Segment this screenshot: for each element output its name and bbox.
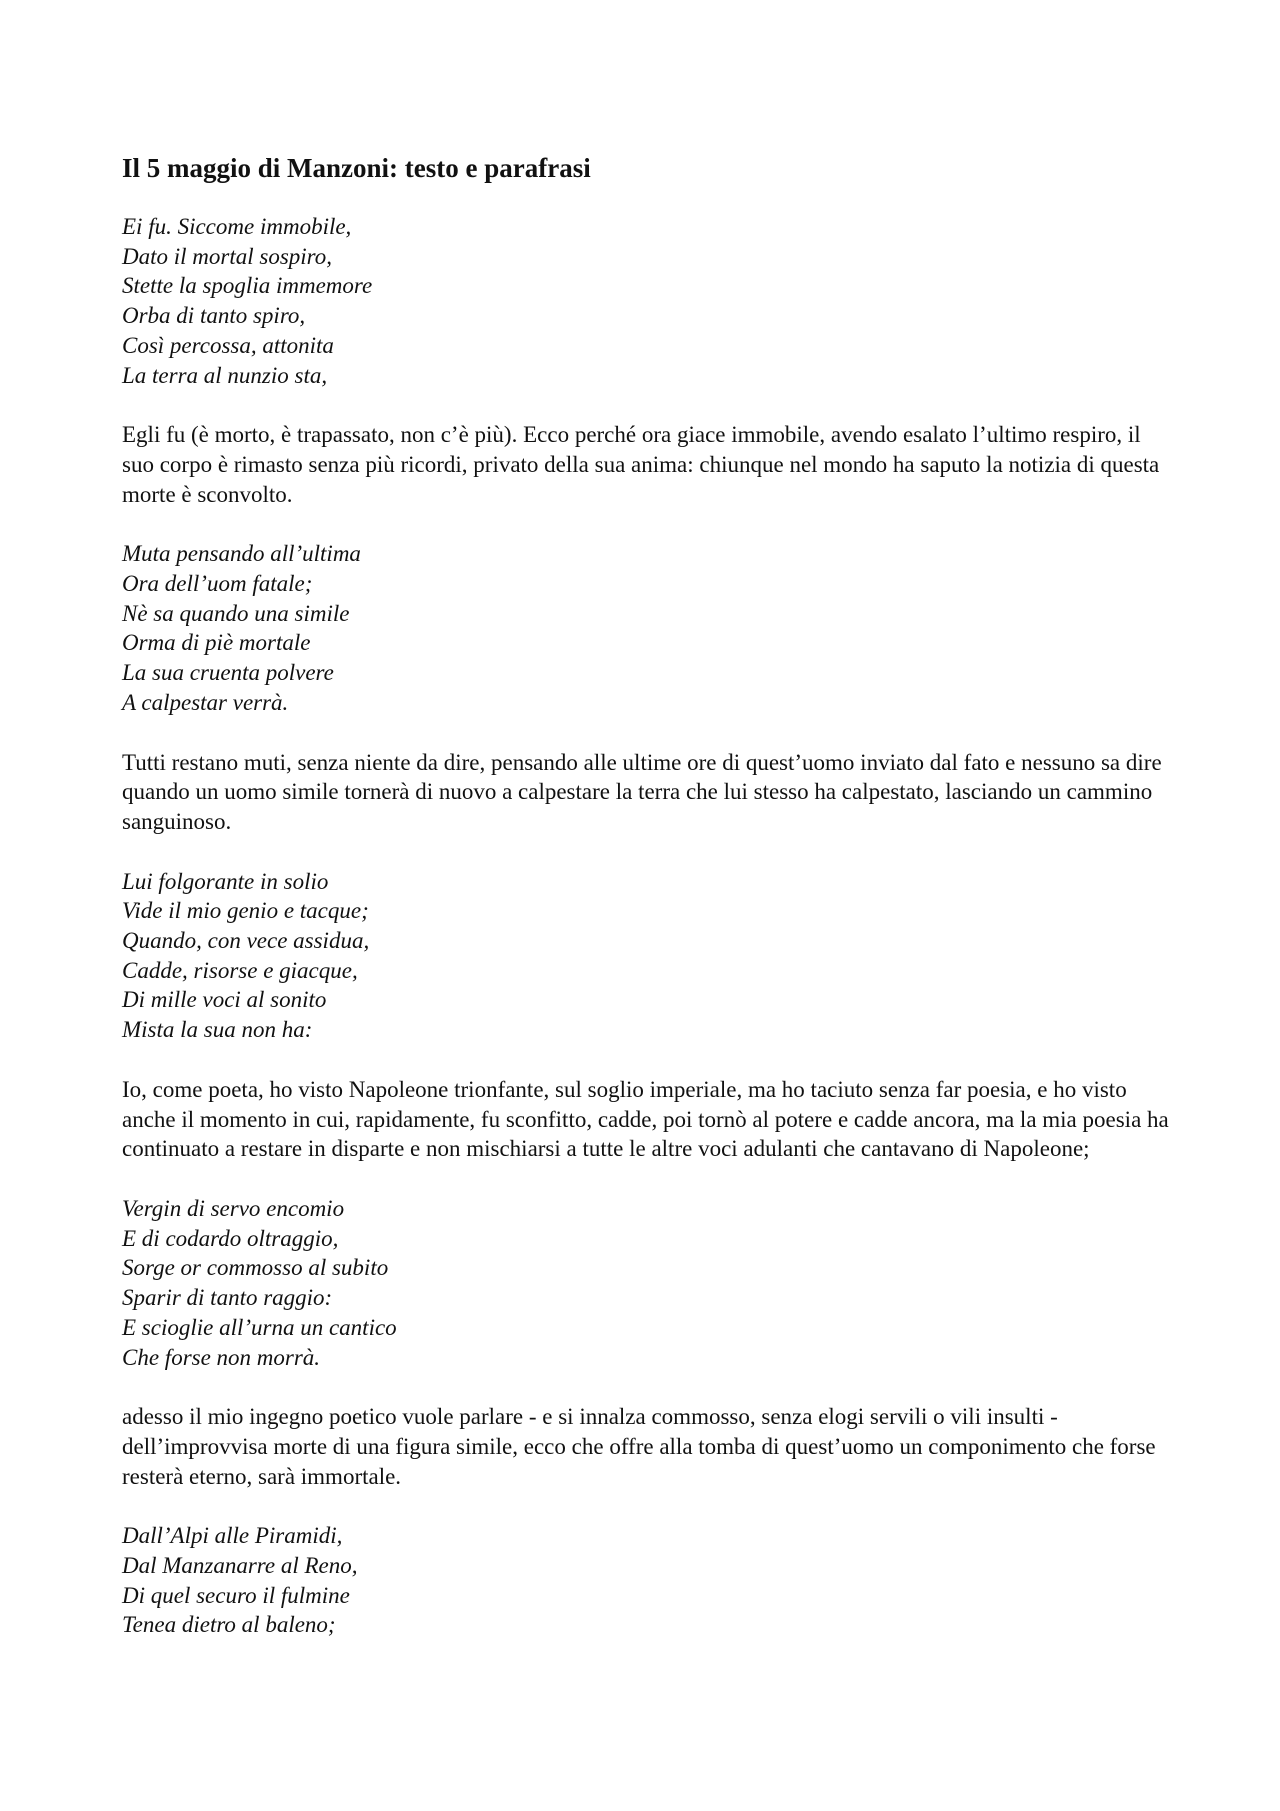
verse-line: Dall’Alpi alle Piramidi, — [122, 1523, 343, 1549]
paraphrase-3: Io, come poeta, ho visto Napoleone trionfante, sul soglio imperiale, ma ho taciuto senza far poesia, e ho visto anche il momento in cui, rapidamente, fu sconfitto, cadde, poi tornò al potere e cadde ancora, ma la mia poesia ha continuato a restare in disparte e non mischiarsi a tutte le altre voci adulanti che cantavano di Napoleone; — [122, 1076, 1169, 1162]
verse-line: Ei fu. Siccome immobile, — [122, 214, 352, 239]
poem-stanza-5 — [122, 1521, 1172, 1640]
verse-line: Cadde, risorse e giacque, — [122, 957, 358, 983]
verse-line: Vide il mio genio e tacque; — [122, 898, 369, 924]
verse-line: La sua cruenta polvere — [122, 660, 334, 686]
verse-line: Vergin di servo encomio — [122, 1195, 345, 1221]
verse-line: Così percossa, attonita — [122, 332, 334, 358]
verse-line: Tenea dietro al baleno; — [122, 1612, 336, 1638]
verse-line: La terra al nunzio sta, — [122, 362, 328, 388]
paraphrase-2: Tutti restano muti, senza niente da dire, pensando alle ultime ore di quest’uomo inviato dal fato e nessuno sa dire quando un uomo simile tornerà di nuovo a calpestare la terra che lui stesso ha calpestato, lasciando un cammino sanguinoso. — [122, 749, 1162, 834]
verse-line: Mista la sua non ha: — [122, 1017, 313, 1043]
document-page — [122, 150, 1172, 1670]
paraphrase-4: adesso il mio ingegno poetico vuole parlare - e si innalza commosso, senza elogi servili o vili insulti - dell’improvvisa morte di una figura simile, ecco che offre alla tomba di quest’uomo un componimento che forse resterà eterno, sarà immortale. — [122, 1404, 1156, 1489]
verse-line: Di quel securo il fulmine — [122, 1582, 350, 1608]
poem-stanza-2 — [122, 539, 1172, 717]
verse-line: Muta pensando all’ultima — [122, 541, 361, 567]
verse-line: E scioglie all’urna un cantico — [122, 1314, 397, 1340]
paraphrase-1: Egli fu (è morto, è trapassato, non c’è più). Ecco perché ora giace immobile, avendo esalato l’ultimo respiro, il suo corpo è rimasto senza più ricordi, privato della sua anima: chiunque nel mondo ha saputo la notizia di questa morte è sconvolto. — [122, 422, 1160, 507]
verse-line: Nè sa quando una simile — [122, 600, 350, 626]
verse-line: Orba di tanto spiro, — [122, 303, 306, 329]
verse-line: Lui folgorante in solio — [122, 868, 329, 894]
verse-line: Stette la spoglia immemore — [122, 273, 373, 299]
verse-line: Che forse non morrà. — [122, 1344, 321, 1370]
verse-line: Ora dell’uom fatale; — [122, 571, 313, 597]
page-title: Il 5 maggio di Manzoni: testo e parafrasi — [122, 153, 591, 183]
verse-line: Dal Manzanarre al Reno, — [122, 1553, 358, 1579]
verse-line: A calpestar verrà. — [122, 689, 289, 715]
verse-line: Sorge or commosso al subito — [122, 1255, 389, 1281]
verse-line: E di codardo oltraggio, — [122, 1225, 339, 1251]
poem-stanza-1 — [122, 212, 1172, 390]
verse-line: Dato il mortal sospiro, — [122, 243, 333, 269]
verse-line: Di mille voci al sonito — [122, 987, 327, 1013]
poem-stanza-3 — [122, 867, 1172, 1045]
verse-line: Sparir di tanto raggio: — [122, 1285, 333, 1311]
verse-line: Orma di piè mortale — [122, 630, 311, 656]
poem-stanza-4 — [122, 1194, 1172, 1372]
verse-line: Quando, con vece assidua, — [122, 928, 370, 954]
